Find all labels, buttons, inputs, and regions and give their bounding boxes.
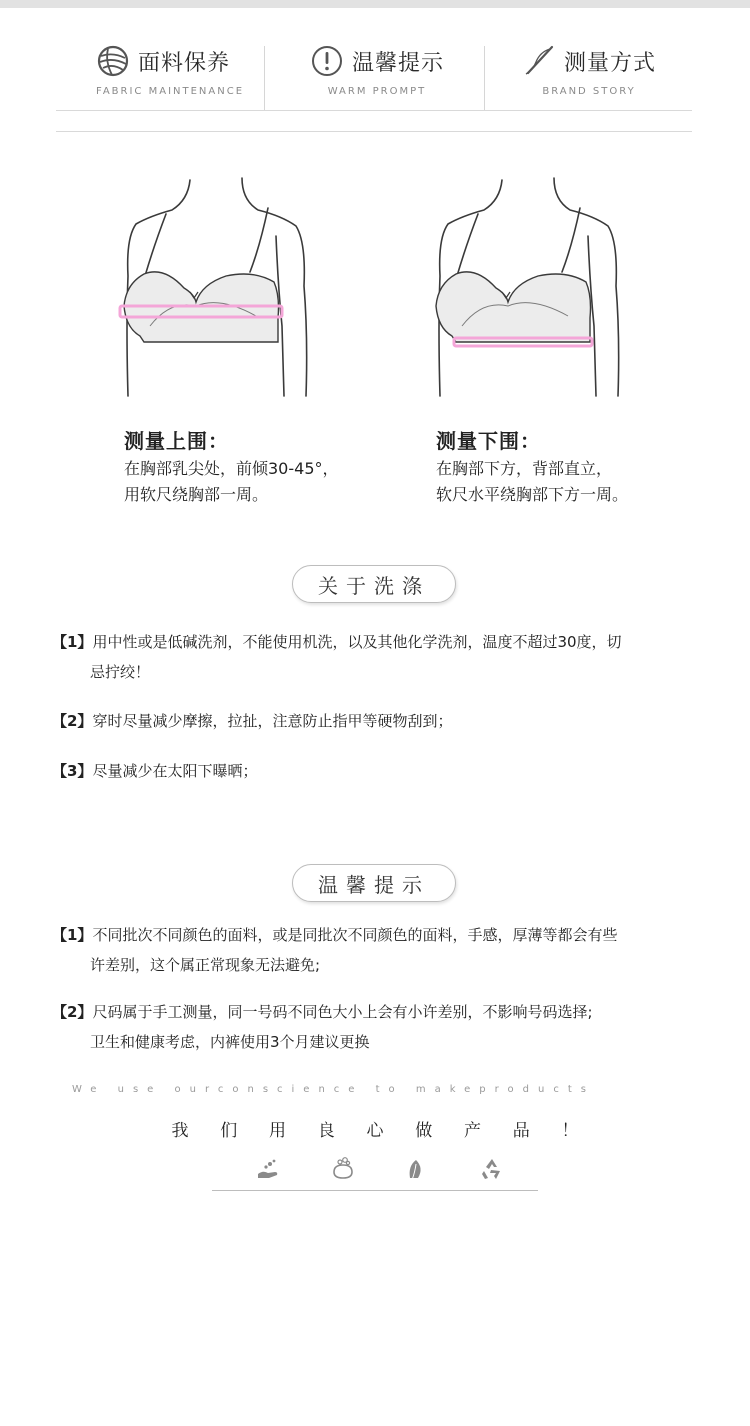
washing-item-2: [52, 706, 702, 736]
leaf-icon: [404, 1156, 430, 1182]
caption-line: 用软尺绕胸部一周。: [124, 485, 269, 504]
tab-fabric-maintenance: [96, 44, 244, 114]
top-strip: [0, 0, 750, 8]
motto-char: 们: [220, 1121, 238, 1141]
upper-bust-caption: [124, 426, 339, 508]
eco-icon-row: [255, 1156, 505, 1182]
tips-item-1: [52, 920, 702, 980]
divider: [264, 46, 265, 110]
tab-sublabel: BRAND STORY: [542, 86, 636, 97]
tab-measurement-method: [522, 44, 656, 114]
hand-water-icon: [255, 1156, 281, 1182]
caption-line: 在胸部下方，背部直立，: [436, 459, 613, 478]
item-text: 不同批次不同颜色的面料，或是同批次不同颜色的面料，手感，厚薄等都会有些: [92, 926, 618, 944]
item-tag: 【1】: [52, 633, 93, 651]
divider: [484, 46, 485, 110]
tab-label: 测量方式: [564, 50, 657, 76]
motto-char: 用: [269, 1121, 286, 1141]
item-tag: 【2】: [52, 712, 93, 730]
caption-title: 测量下围：: [436, 429, 541, 453]
motto-char: 心: [366, 1121, 384, 1141]
motto-english: We use ourconscience to makeproducts: [72, 1084, 595, 1095]
lower-bust-measure-illustration: [422, 176, 642, 400]
item-text-cont: 许差别，这个属正常现象无法避免;: [90, 956, 321, 974]
lower-bust-caption: [436, 426, 628, 508]
motto-chinese: [160, 1116, 590, 1141]
yarn-ball-icon: [96, 44, 130, 78]
washing-item-3: [52, 756, 702, 786]
caption-line: 软尺水平绕胸部下方一周。: [436, 485, 629, 504]
motto-char: 产: [464, 1121, 481, 1141]
tab-label: 温馨提示: [352, 50, 445, 76]
tips-item-2: [52, 997, 702, 1057]
washing-item-1: [52, 627, 702, 687]
tips-section-title: 温馨提示: [292, 864, 456, 902]
motto-char: 品: [512, 1121, 530, 1141]
washing-section-title: 关于洗涤: [292, 565, 456, 603]
upper-bust-measure-illustration: [110, 176, 330, 400]
item-tag: 【2】: [52, 1003, 93, 1021]
tab-sublabel: WARM PROMPT: [327, 86, 427, 97]
soap-bubbles-icon: [330, 1156, 356, 1182]
recycle-icon: [479, 1156, 505, 1182]
item-text: 用中性或是低碱洗剂，不能使用机洗，以及其他化学洗剂，温度不超过30度，切: [92, 633, 622, 651]
item-tag: 【1】: [52, 926, 93, 944]
sewing-needle-icon: [522, 44, 556, 78]
tab-sublabel: FABRIC MAINTENANCE: [96, 86, 245, 97]
caption-line: 在胸部乳尖处，前倾30-45°，: [124, 459, 339, 478]
tab-label: 面料保养: [138, 50, 231, 76]
item-text-cont: 忌拧绞！: [90, 663, 151, 681]
header-line: [56, 131, 692, 132]
item-tag: 【3】: [52, 762, 93, 780]
item-text: 尺码属于手工测量，同一号码不同色大小上会有小许差别，不影响号码选择;: [92, 1003, 593, 1021]
motto-char: 良: [317, 1121, 335, 1141]
motto-char: 做: [415, 1121, 433, 1141]
header-line: [56, 110, 692, 111]
caption-title: 测量上围：: [124, 429, 229, 453]
footer-line: [212, 1190, 538, 1191]
item-text: 穿时尽量减少摩擦，拉扯，注意防止指甲等硬物刮到；: [92, 712, 453, 730]
motto-char: ！: [561, 1121, 579, 1141]
tab-warm-prompt: [310, 44, 444, 114]
item-text: 尽量减少在太阳下曝晒；: [92, 762, 258, 780]
motto-char: 我: [171, 1121, 189, 1141]
item-text-cont: 卫生和健康考虑，内裤使用3个月建议更换: [90, 1033, 370, 1051]
exclamation-circle-icon: [310, 44, 344, 78]
